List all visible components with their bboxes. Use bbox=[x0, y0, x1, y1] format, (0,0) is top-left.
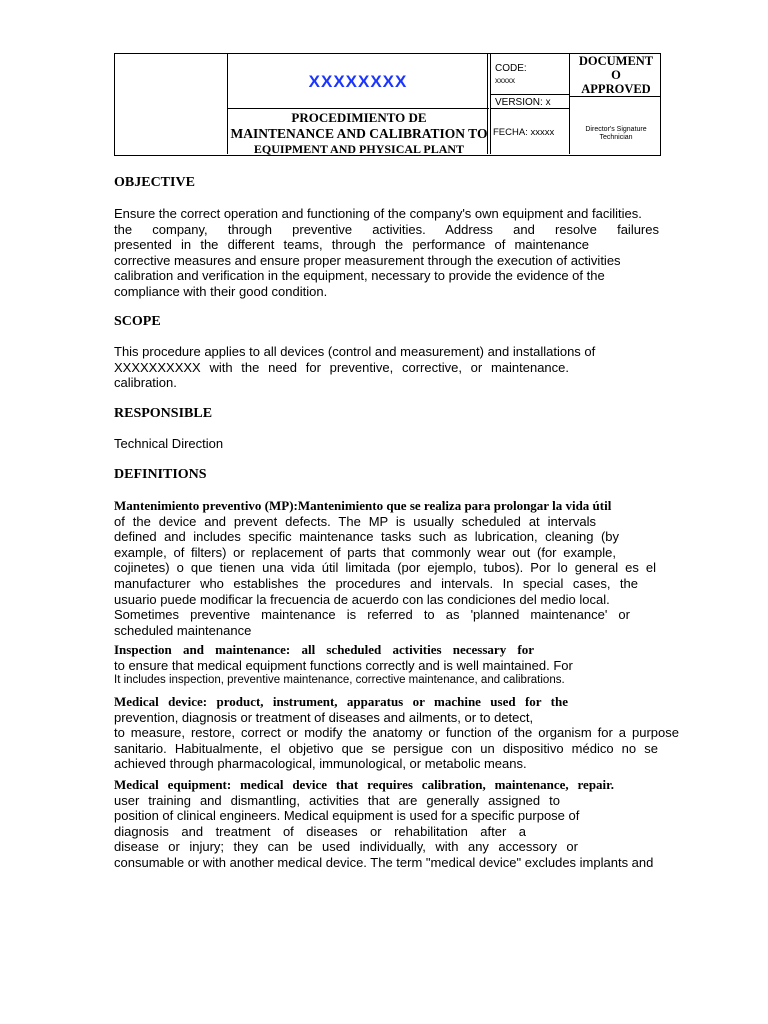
definition-item bbox=[114, 777, 674, 871]
approval-line: DOCUMENT bbox=[578, 54, 654, 68]
text-line: Ensure the correct operation and functioning of the company's own equipment and facilities. bbox=[114, 206, 642, 221]
definitions-heading: DEFINITIONS bbox=[114, 467, 207, 482]
approval-line: APPROVED bbox=[581, 82, 651, 96]
scope-text bbox=[114, 344, 674, 391]
text-line: user training and dismantling, activities that are generally assigned to bbox=[114, 792, 560, 808]
definition-title: Mantenimiento preventivo (MP):Mantenimiento que se realiza para prolongar la vida útil bbox=[114, 498, 612, 513]
text-line: position of clinical engineers. Medical equipment is used for a specific purpose of bbox=[114, 808, 580, 824]
text-line: It includes inspection, preventive maintenance, corrective maintenance, and calibrations. bbox=[114, 674, 565, 687]
signature-line: Director's Signature bbox=[585, 126, 647, 133]
scope-heading: SCOPE bbox=[114, 314, 161, 329]
text-line: consumable or with another medical device. The term "medical device" excludes implants and bbox=[114, 854, 654, 870]
text-line: example, of filters) or replacement of parts that commonly wear out (for example, bbox=[114, 544, 616, 560]
text-line: compliance with their good condition. bbox=[114, 283, 328, 299]
document-header-table bbox=[114, 53, 661, 156]
text-line: defined and includes specific maintenance tasks such as lubrication, cleaning (by bbox=[114, 529, 619, 545]
approval-status bbox=[571, 54, 661, 96]
definition-title: Medical equipment: medical device that requires calibration, maintenance, repair. bbox=[114, 777, 614, 792]
text-line: of the device and prevent defects. The MP is usually scheduled at intervals bbox=[114, 513, 596, 529]
text-line: presented in the different teams, through the performance of maintenance bbox=[114, 237, 589, 253]
text-line: prevention, diagnosis or treatment of diseases and ailments, or to detect, bbox=[114, 709, 534, 725]
text-line: Sometimes preventive maintenance is referred to as 'planned maintenance' or bbox=[114, 607, 630, 623]
text-line: achieved through pharmacological, immunological, or metabolic means. bbox=[114, 756, 527, 772]
signature-block bbox=[571, 126, 661, 142]
header-divider bbox=[490, 94, 570, 95]
signature-line: Technician bbox=[599, 134, 633, 141]
text-line: scheduled maintenance bbox=[114, 622, 252, 638]
definition-title: Medical device: product, instrument, apparatus or machine used for the bbox=[114, 694, 568, 709]
text-line: cojinetes) o que tienen una vida útil limitada (por ejemplo, tubos). Por lo general es el bbox=[114, 560, 656, 576]
responsible-text: Technical Direction bbox=[114, 436, 224, 451]
text-line: XXXXXXXXXX with the need for preventive, corrective, or maintenance. bbox=[114, 359, 569, 375]
text-line: calibration. bbox=[114, 375, 177, 391]
procedure-line: MAINTENANCE AND CALIBRATION TO bbox=[230, 126, 488, 141]
header-divider bbox=[227, 108, 489, 109]
text-line: disease or injury; they can be used individually, with any accessory or bbox=[114, 839, 578, 855]
definition-item bbox=[114, 642, 674, 689]
header-divider bbox=[490, 108, 570, 109]
text-line: manufacturer who establishes the procedures and intervals. In special cases, the bbox=[114, 575, 638, 591]
text-line: the company, through preventive activities. Address and resolve failures bbox=[114, 221, 659, 237]
logo-cell bbox=[115, 54, 227, 154]
definition-item bbox=[114, 498, 674, 638]
document-title: XXXXXXXX bbox=[308, 72, 408, 91]
approval-line: O bbox=[611, 68, 621, 82]
text-line: corrective measures and ensure proper measurement through the execution of activities bbox=[114, 252, 621, 268]
text-line: usuario puede modificar la frecuencia de acuerdo con las condiciones del medio local. bbox=[114, 591, 610, 607]
text-line: to ensure that medical equipment functions correctly and is well maintained. For bbox=[114, 657, 573, 673]
code-value: xxxxx bbox=[495, 76, 515, 85]
objective-text bbox=[114, 206, 674, 300]
header-divider bbox=[569, 96, 661, 97]
procedure-line: PROCEDIMIENTO DE bbox=[291, 110, 427, 125]
text-line: This procedure applies to all devices (control and measurement) and installations of bbox=[114, 344, 596, 359]
definition-title: Inspection and maintenance: all scheduled activities necessary for bbox=[114, 642, 534, 657]
objective-heading: OBJECTIVE bbox=[114, 175, 195, 190]
text-line: to measure, restore, correct or modify the anatomy or function of the organism for a purpose bbox=[114, 725, 679, 741]
header-divider bbox=[569, 54, 570, 154]
text-line: diagnosis and treatment of diseases or rehabilitation after a bbox=[114, 823, 526, 839]
code-label: CODE: bbox=[495, 63, 527, 74]
responsible-heading: RESPONSIBLE bbox=[114, 406, 213, 421]
definition-item bbox=[114, 694, 679, 772]
procedure-line: EQUIPMENT AND PHYSICAL PLANT bbox=[253, 142, 465, 156]
procedure-name bbox=[227, 110, 491, 156]
fecha-label: FECHA: xxxxx bbox=[493, 127, 555, 138]
text-line: sanitario. Habitualmente, el objetivo que se persigue con un dispositivo médico no se bbox=[114, 740, 658, 756]
version-label: VERSION: x bbox=[495, 97, 551, 108]
text-line: calibration and verification in the equipment, necessary to provide the evidence of the bbox=[114, 268, 605, 284]
